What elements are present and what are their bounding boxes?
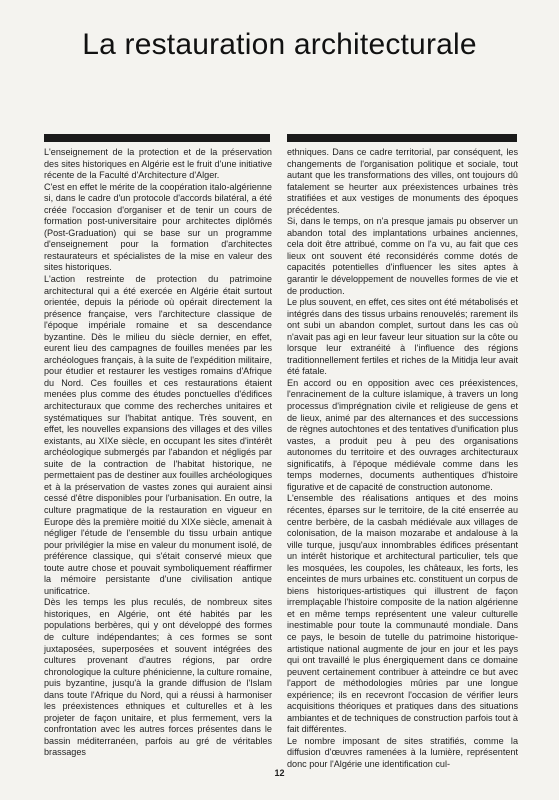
- paragraph: C'est en effet le mérite de la coopération italo-algérienne si, dans le cadre d'un protocole d'accords bilatéral, a été créée l'occasion d'organiser et de tenir un cours de formation post-universitaire pour architectes diplômés (Post-Graduation) qui se base sur un programme d'enseignement pour la formation d'architectes restaurateurs et spécialistes de la mise en valeur des sites historiques.: [44, 181, 272, 273]
- paragraph: L'ensemble des réalisations antiques et des moins récentes, éparses sur le territoire, de la cité enserrée au centre berbère, de la casbah médiévale aux villages de colonisation, de la maison mozarabe et andalouse à la ville turque, jusqu'aux innombrables édifices présentant un intérêt historique et architectural particulier, tels que les mosquées, les coupoles, les châteaux, les forts, les enceintes de murs urbaines etc. constituent un corpus de biens historiques-artistiques qui illustrent de façon irremplaçable l'histoire composite de la nation algérienne et en même temps représentent une valeur culturelle inestimable pour toute la communauté mondiale. Dans ce pays, le besoin de tutelle du patrimoine historique-artistique national augmente de jour en jour et les pays qui ont travaillé le plus énergiquement dans ce domaine peuvent certainement contribuer à atteindre ce but avec l'apport de méthodologies mûries par une longue expérience; ils en recevront l'occasion de vérifier leurs acquisitions théoriques et pratiques dans des situations ambiantes et de techniques de construction parfois tout à fait différentes.: [287, 493, 518, 735]
- page-title: La restauration architecturale: [82, 28, 477, 61]
- right-column-rule: [287, 134, 517, 142]
- right-column: [287, 147, 518, 771]
- left-column: [44, 147, 272, 759]
- paragraph: En accord ou en opposition avec ces préexistences, l'enracinement de la culture islamique, à travers un long processus d'imprégnation civile et religieuse de gens et de lieux, animé par des alternances et des successions de règnes autochtones et des tentatives d'unification plus vastes, a produit peu à peu des organisations autonomes du territoire et des ouvrages architecturaux significatifs, à l'époque médiévale comme dans les temps modernes, documents authentiques d'histoire figurative et de capacité de construction autonome.: [287, 377, 518, 492]
- paragraph: Le plus souvent, en effet, ces sites ont été métabolisés et intégrés dans des tissus urbains renouvelés; rarement ils ont subi un abandon complet, surtout dans les cas où n'avait pas agi en leur faveur leur situation sur la côte ou lorsque leur extranéité à l'influence des régions traditionnellement fertiles et riches de la Mitidja leur avait été fatale.: [287, 297, 518, 377]
- paragraph: L'enseignement de la protection et de la préservation des sites historiques en Algérie est le fruit d'une initiative récente de la Faculté d'Architecture d'Alger.: [44, 147, 272, 181]
- paragraph: Si, dans le temps, on n'a presque jamais pu observer un abandon total des implantations urbaines anciennes, cela doit être attribué, comme on l'a vu, au fait que ces lieux ont souvent été reconsidérés comme dotés de capacités potentielles d'influencer les sites aptes à garantir le développement de nouvelles formes de vie et de production.: [287, 216, 518, 296]
- paragraph: ethniques. Dans ce cadre territorial, par conséquent, les changements de l'organisation politique et sociale, tout autant que les transformations des villes, ont toujours dû fatalement se heurter aux préexistences urbaines très stratifiées et aux vestiges de monuments des époques précédentes.: [287, 147, 518, 215]
- paragraph: Le nombre imposant de sites stratifiés, comme la diffusion d'œuvres ramenées à la lumière, représentent donc pour l'Algérie une identification cul-: [287, 735, 518, 769]
- left-column-rule: [44, 134, 270, 142]
- paragraph: L'action restreinte de protection du patrimoine architectural qui a été exercée en Algérie était surtout orientée, depuis la période où opérait directement la présence française, vers l'architecture classique de l'époque impériale romaine et sa descendance byzantine. Dès le milieu du siècle dernier, en effet, eurent lieu des campagnes de fouilles menées par les archéologues français, à la suite de l'expédition militaire, pour étudier et restaurer les vestiges romains d'Afrique du Nord. Ces fouilles et ces restaurations étaient menées plus comme des études ponctuelles d'édifices architecturaux que comme des recherches unitaires et systématiques sur l'habitat antique. Très souvent, en effet, les nouvelles expansions des villages et des villes existants, au XIXe siècle, en occupant les sites d'intérêt archéologique submergés par l'abandon et négligés par suite de la contraction de l'habitat historique, ne permettaient pas de destiner aux fouilles archéologiques et à la préservation de vastes zones qui auraient ainsi cessé d'être disponibles pour l'urbanisation. En outre, la culture pragmatique de la restauration en vigueur en Europe dès la première moitié du XIXe siècle, amenait à négliger l'étude de l'ensemble du tissu urbain antique pour privilégier la mise en valeur du monument isolé, de préférence classique, qui s'était conservé mieux que toute autre chose et pouvait symboliquement réaffirmer la mémoire persistante d'une civilisation antique unificatrice.: [44, 274, 272, 596]
- paragraph: Dès les temps les plus reculés, de nombreux sites historiques, en Algérie, ont été habités par les populations berbères, qui y ont développé des formes de culture indépendantes; à ces formes se sont juxtaposées, superposées et souvent intégrées des cultures provenant d'autres régions, par ordre chronologique la culture phénicienne, la culture romaine, puis byzantine, jusqu'à la grande diffusion de l'Islam dans toute l'Afrique du Nord, qui a réussi à harmoniser les préexistences ethniques et culturelles et à les projeter de façon unitaire, et plus fermement, vers la confrontation avec les autres forces présentes dans le bassin méditerranéen, parfois au gré de véritables brassages: [44, 597, 272, 758]
- page-number: 12: [274, 768, 285, 778]
